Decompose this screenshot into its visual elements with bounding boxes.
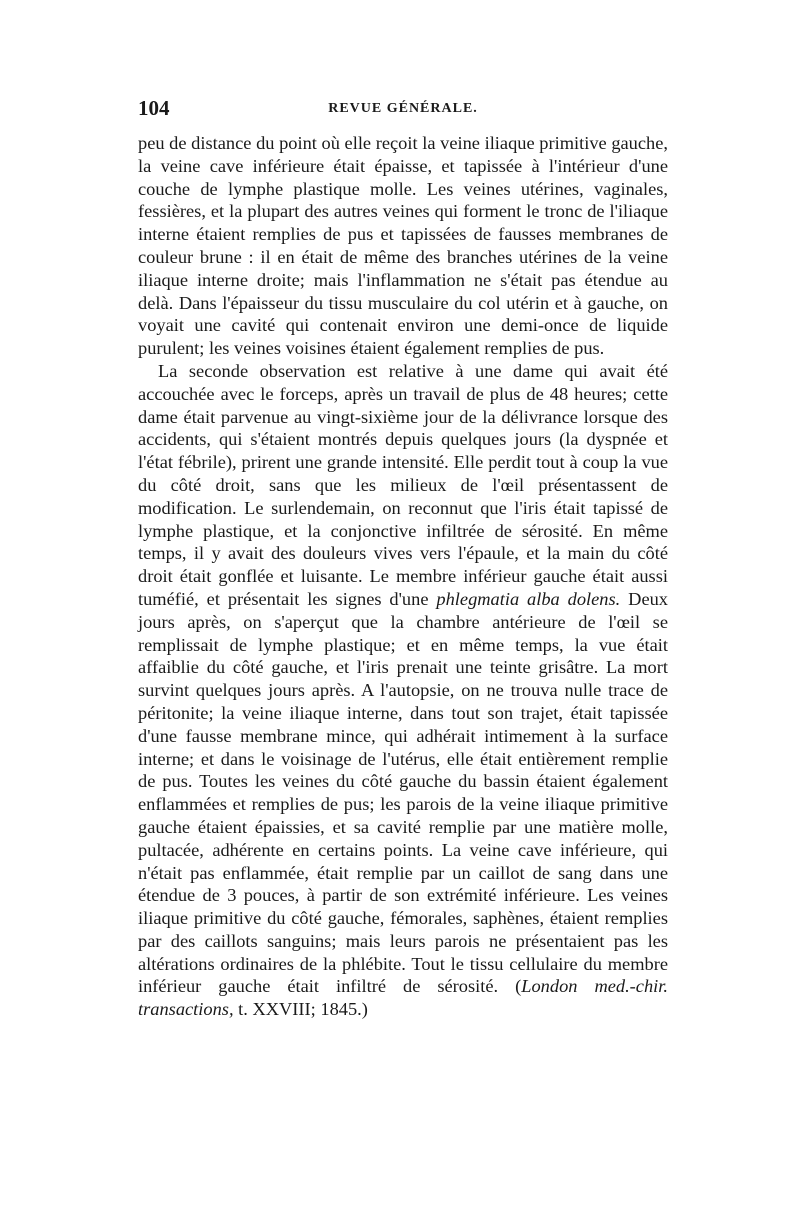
paragraph-2 (138, 360, 668, 1021)
body-text (138, 132, 668, 1021)
paragraph-2-text-2: Deux jours après, on s'aperçut que la chambre antérieure de l'œil se remplissait de lymphe plastique; et en même temps, la vue était affaiblie du côté gauche, et l'iris prenait une teinte grisâtre. La mort survint quelques jours après. A l'autopsie, on ne trouva nulle trace de péritonite; la veine iliaque interne, dans tout son trajet, était tapissée d'une fausse membrane mince, qui adhérait intimement à la surface interne; et dans le voisinage de l'utérus, elle était entièrement remplie de pus. Toutes les veines du côté gauche du bassin étaient également enflammées et remplies de pus; les parois de la veine iliaque primitive gauche étaient épaissies, et sa cavité remplie par une matière molle, pultacée, adhérente en certains points. La veine cave inférieure, qui n'était pas enflammée, était remplie par un caillot de sang dans une étendue de 3 pouces, à partir de son extrémité inférieure. Les veines iliaque primitive du côté gauche, fémorales, saphènes, étaient remplies par des caillots sanguins; mais leurs parois ne présentaient pas les altérations ordinaires de la phlébite. Tout le tissu cellulaire du membre inférieur gauche était infiltré de sérosité. ( (138, 588, 668, 997)
book-page (138, 96, 668, 1021)
italic-term: phlegmatia alba dolens. (436, 588, 621, 609)
paragraph-1: peu de distance du point où elle reçoit la veine iliaque primitive gauche, la veine cave inférieure était épaisse, et tapissée à l'intérieur d'une couche de lymphe plastique molle. Les veines utérines, vaginales, fessières, et la plupart des autres veines qui forment le tronc de l'iliaque interne étaient remplies de pus et tapissées de fausses membranes de couleur brune : il en était de même des branches utérines de la veine iliaque interne droite; mais l'inflammation ne s'était pas étendue au delà. Dans l'épaisseur du tissu musculaire du col utérin et à gauche, on voyait une cavité qui contenait environ une demi-once de liquide purulent; les veines voisines étaient également remplies de pus. (138, 133, 668, 359)
page-number: 104 (138, 96, 170, 120)
citation-journal: London med.-chir. transactions, (138, 976, 668, 1020)
running-title: REVUE GÉNÉRALE. (328, 101, 478, 116)
page-header (138, 96, 668, 126)
paragraph-2-text-1: La seconde observation est relative à une dame qui avait été accouchée avec le forceps, après un travail de plus de 48 heures; cette dame était parvenue au vingt-sixième jour de la délivrance lorsque des accidents, qui s'étaient montrés depuis quelques jours (la dyspnée et l'état fébrile), prirent une grande intensité. Elle perdit tout à coup la vue du côté droit, sans que les milieux de l'œil présentassent de modification. Le surlendemain, on reconnut que l'iris était tapissé de lymphe plastique, et la conjonctive infiltrée de sérosité. En même temps, il y avait des douleurs vives vers l'épaule, et la main du côté droit était gonflée et luisante. Le membre inférieur gauche était aussi tuméfié, et présentait les signes d'une (138, 360, 668, 609)
paragraph-2-text-3: t. XXVIII; 1845.) (233, 999, 368, 1020)
